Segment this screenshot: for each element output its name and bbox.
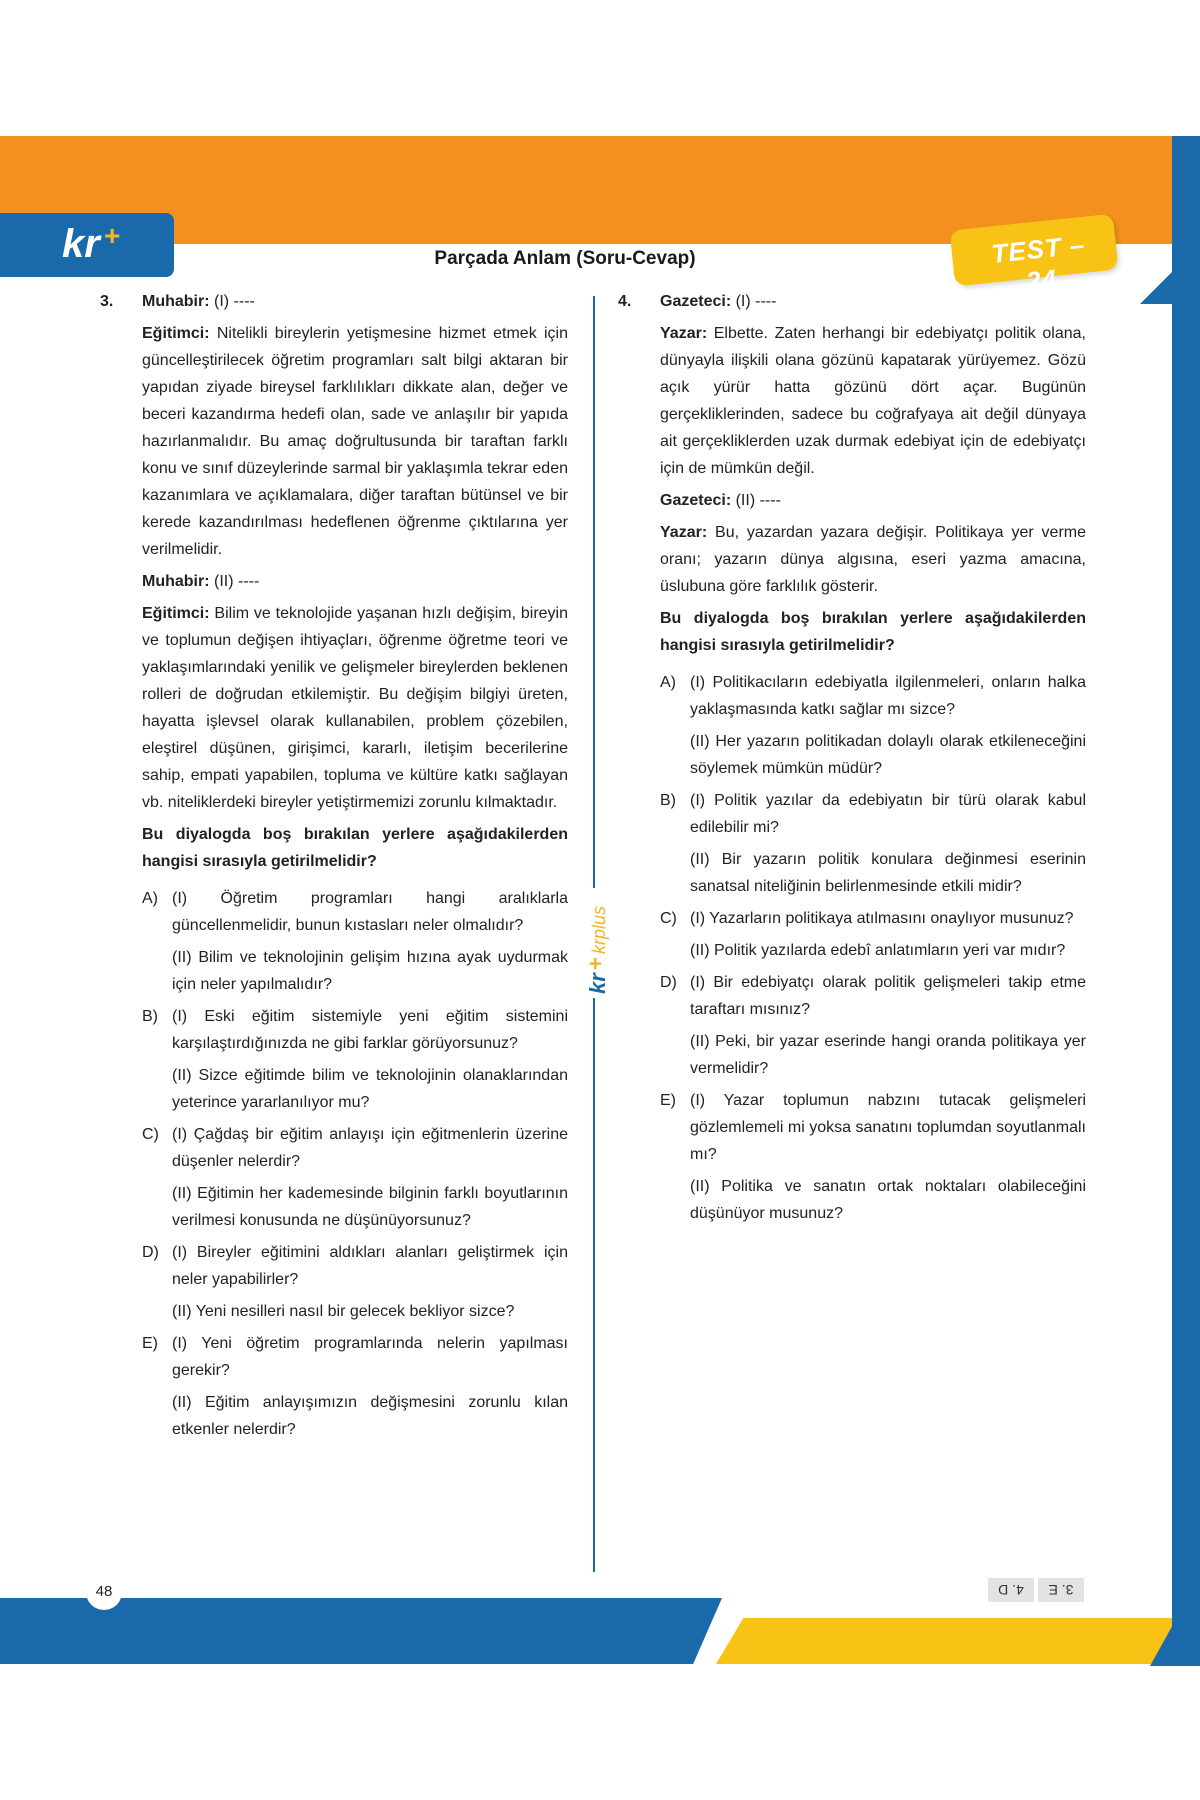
svg-text:kr: kr — [585, 973, 610, 994]
brand-logo: kr — [62, 222, 100, 266]
option-part-2: (II) Her yazarın politikadan dolaylı olarak etkileneceğini söylemek mümkün müdür? — [690, 733, 1086, 777]
option-part-2: (II) Eğitim anlayışımızın değişmesini zorunlu kılan etkenler nelerdir? — [172, 1394, 568, 1438]
question-number: 4. — [618, 293, 632, 310]
answer-option-c[interactable] — [142, 1121, 568, 1234]
answer-option-c[interactable] — [660, 905, 1086, 964]
dialogue-line — [142, 568, 568, 595]
question-number: 3. — [100, 293, 114, 310]
dialogue-text: Bu, yazardan yazara değişir. Politikaya yer verme oranı; yazarın dünya algısına, eseri yazma amacına, üslubuna göre farklılık gösterir. — [660, 524, 1086, 595]
test-label: TEST – 24 — [989, 229, 1087, 297]
option-part-1: (I) Yazarların politikaya atılmasını onaylıyor musunuz? — [690, 910, 1074, 927]
option-part-2: (II) Bilim ve teknolojinin gelişim hızına ayak uydurmak için neler yapılmalıdır? — [172, 949, 568, 993]
speaker-label: Yazar: — [660, 325, 708, 342]
page-number: 48 — [86, 1574, 122, 1610]
dialogue-text: Nitelikli bireylerin yetişmesine hizmet etmek için güncelleştirilecek öğretim programları salt bilgi aktaran bir yapıdan ziyade bireysel farklılıkları dikkate alan, değer ve beceri kazandırma hedefi olan, sade ve anlaşılır bir yapıda hazırlanmalıdır. Bu amaç doğrultusunda bir taraftan farklı konu ve sınıf düzeylerinde sarmal bir yaklaşımla tekrar eden kazanımlara ve açıklamalara, diğer taraftan bütünsel ve bir kerede kazandırılması hedeflenen öğrenme çıktılarına yer verilmelidir. — [142, 325, 568, 558]
answer-option-a[interactable] — [660, 669, 1086, 782]
speaker-label: Muhabir: — [142, 293, 210, 310]
speaker-label: Muhabir: — [142, 573, 210, 590]
option-part-1: (I) Eski eğitim sistemiyle yeni eğitim sistemini karşılaştırdığınızda ne gibi farklar görüyorsunuz? — [172, 1008, 568, 1052]
speaker-label: Yazar: — [660, 524, 708, 541]
option-letter: D) — [142, 1244, 159, 1261]
option-part-2: (II) Yeni nesilleri nasıl bir gelecek bekliyor sizce? — [172, 1303, 515, 1320]
svg-text:+: + — [583, 957, 608, 970]
answer-option-a[interactable] — [142, 885, 568, 998]
speaker-label: Gazeteci: — [660, 293, 732, 310]
question-3 — [100, 288, 568, 1448]
dialogue-text: (I) ---- — [214, 293, 255, 310]
answer-option-d[interactable] — [660, 969, 1086, 1082]
option-part-1: (I) Politik yazılar da edebiyatın bir türü olarak kabul edilebilir mi? — [690, 792, 1086, 836]
speaker-label: Gazeteci: — [660, 492, 732, 509]
dialogue-text: (I) ---- — [735, 293, 777, 310]
option-part-2: (II) Eğitimin her kademesinde bilginin farklı boyutlarının verilmesi konusunda ne düşünüyorsunuz? — [172, 1185, 568, 1229]
answer-option-b[interactable] — [142, 1003, 568, 1116]
answer-option-e[interactable] — [142, 1330, 568, 1443]
answer-key-3: 3. E — [1038, 1578, 1084, 1602]
dialogue-line — [142, 288, 568, 315]
dialogue-line — [660, 320, 1086, 482]
speaker-label: Eğitimci: — [142, 605, 210, 622]
dialogue-text: (II) ---- — [214, 573, 260, 590]
dialogue-line — [142, 600, 568, 816]
option-part-1: (I) Çağdaş bir eğitim anlayışı için eğitmenlerin üzerine düşenler nelerdir? — [172, 1126, 568, 1170]
footer-yellow-band — [716, 1618, 1172, 1664]
dialogue-text: Elbette. Zaten herhangi bir edebiyatçı politik olana, dünyayla ilişkili olana gözünü kapatarak yürüyemez. Gözü açık yürür hatta gözünü dört açar. Bugünün gerçekliklerinden, sadece bu coğrafyaya ait değil dünyaya ait gerçekliklerden uzak durmak edebiyat için de edebiyatçı için de mümkün değil. — [660, 325, 1086, 477]
option-letter: E) — [660, 1092, 676, 1109]
option-part-1: (I) Bir edebiyatçı olarak politik gelişmeleri takip etme taraftarı mısınız? — [690, 974, 1086, 1018]
question-4 — [618, 288, 1086, 1232]
option-part-1: (I) Politikacıların edebiyatla ilgilenmeleri, onların halka yaklaşmasında katkı sağlar mı sizce? — [690, 674, 1086, 718]
option-letter: A) — [660, 674, 676, 691]
dialogue-line — [660, 288, 1086, 315]
krplus-logo-icon — [571, 888, 619, 998]
option-letter: C) — [660, 910, 677, 927]
page-title: Parçada Anlam (Soru-Cevap) — [434, 248, 696, 269]
brand-logo-plus: + — [104, 220, 121, 251]
answer-option-e[interactable] — [660, 1087, 1086, 1227]
question-prompt: Bu diyalogda boş bırakılan yerlere aşağıdakilerden hangisi sırasıyla getirilmelidir? — [142, 826, 568, 870]
option-letter: E) — [142, 1335, 158, 1352]
dialogue-text: Bilim ve teknolojide yaşanan hızlı değişim, bireyin ve toplumun değişen ihtiyaçları, öğrenme öğretme teori ve yaklaşımlarındaki yenilik ve gelişmeler bireylerden beklenen rolleri de doğrudan etkilemiştir. Bu değişim bilgiyi üreten, hayatta işlevsel olarak kullanabilen, problem çözebilen, eleştirel düşünen, girişimci, kararlı, iletişim becerilerine sahip, empati yapabilen, topluma ve kültüre katkı sağlayan vb. niteliklerdeki bireyler yetiştirmemizi zorunlu kılmaktadır. — [142, 605, 569, 811]
option-part-2: (II) Bir yazarın politik konulara değinmesi eserinin sanatsal niteliğinin belirlenmesinde etkili midir? — [690, 851, 1086, 895]
answer-key-4: 4. D — [988, 1578, 1034, 1602]
option-letter: A) — [142, 890, 158, 907]
option-part-1: (I) Bireyler eğitimini aldıkları alanları geliştirmek için neler yapabilirler? — [172, 1244, 568, 1288]
answer-option-d[interactable] — [142, 1239, 568, 1325]
option-part-2: (II) Politika ve sanatın ortak noktaları olabileceğini düşünüyor musunuz? — [690, 1178, 1086, 1222]
center-logo-text: krplus — [589, 905, 609, 954]
right-blue-corner — [1140, 244, 1200, 304]
right-blue-band — [1172, 136, 1200, 1666]
option-part-1: (I) Öğretim programları hangi aralıklarla güncellenmelidir, bunun kıstasları neler olmalıdır? — [172, 890, 568, 934]
speaker-label: Eğitimci: — [142, 325, 210, 342]
dialogue-line — [660, 487, 1086, 514]
option-letter: B) — [660, 792, 676, 809]
option-part-1: (I) Yeni öğretim programlarında nelerin yapılması gerekir? — [172, 1335, 568, 1379]
dialogue-line — [142, 320, 568, 563]
option-letter: B) — [142, 1008, 158, 1025]
option-part-1: (I) Yazar toplumun nabzını tutacak gelişmeleri gözlemlemeli mi yoksa sanatını toplumdan soyutlanmalı mı? — [690, 1092, 1086, 1163]
answer-option-b[interactable] — [660, 787, 1086, 900]
option-part-2: (II) Politik yazılarda edebî anlatımların yeri var mıdır? — [690, 942, 1066, 959]
dialogue-line — [660, 519, 1086, 600]
option-letter: D) — [660, 974, 677, 991]
dialogue-text: (II) ---- — [735, 492, 781, 509]
option-part-2: (II) Sizce eğitimde bilim ve teknolojinin olanaklarından yeterince yararlanılıyor mu? — [172, 1067, 568, 1111]
option-letter: C) — [142, 1126, 159, 1143]
option-part-2: (II) Peki, bir yazar eserinde hangi oranda politikaya yer vermelidir? — [690, 1033, 1086, 1077]
question-prompt: Bu diyalogda boş bırakılan yerlere aşağıdakilerden hangisi sırasıyla getirilmelidir? — [660, 610, 1086, 654]
